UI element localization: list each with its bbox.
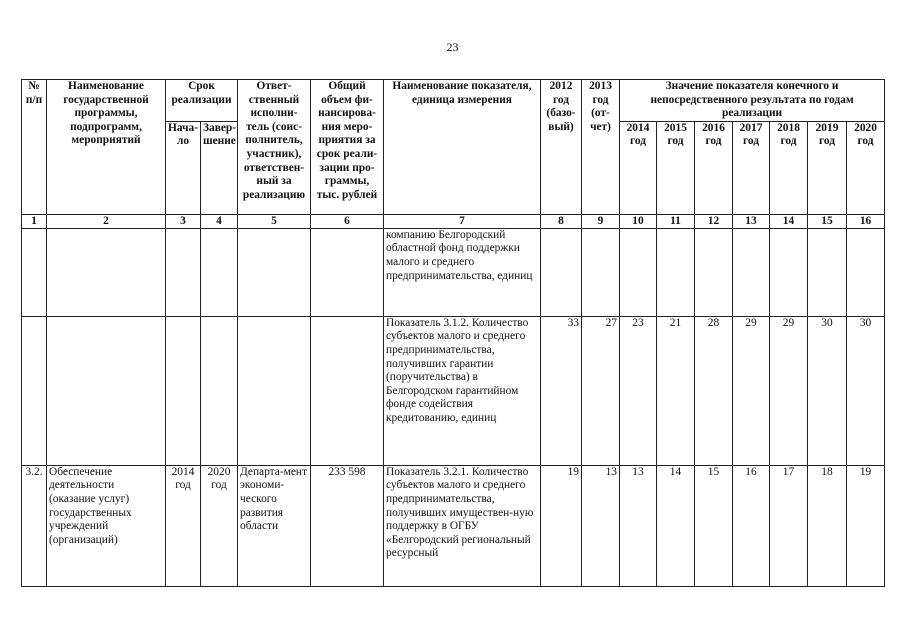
table-row [22,316,885,465]
row-responsible: Департа-мент экономи-ческого развития области [238,465,311,586]
header-indicator: Наименование показателя, единица измерения [384,80,541,215]
row-indicator: Показатель 3.1.2. Количество субъектов малого и среднего предпринимательства, получивших гарантии (поручительства) в Белгородском гарантийном фонде содействия кредитованию, единиц [384,316,541,465]
column-number: 5 [238,214,311,228]
row-end: 2020 год [201,465,238,586]
row-number [22,316,47,465]
column-number: 13 [733,214,770,228]
row-value: 17 [770,465,808,586]
row-value: 19 [541,465,582,586]
row-value [847,228,885,316]
header-row-1 [22,80,885,122]
page-number: 23 [446,40,459,54]
column-number: 1 [22,214,47,228]
row-value: 13 [582,465,620,586]
column-number: 12 [695,214,733,228]
row-value: 33 [541,316,582,465]
row-value [620,228,657,316]
row-program-name: Обеспечение деятельности (оказание услуг) государственных учреждений (организаций) [47,465,166,586]
row-value [733,228,770,316]
header-npp: № п/п [22,80,47,215]
row-value [541,228,582,316]
row-value: 27 [582,316,620,465]
row-value: 21 [657,316,695,465]
column-number: 2 [47,214,166,228]
row-number: 3.2. [22,465,47,586]
column-number: 4 [201,214,238,228]
row-value [657,228,695,316]
header-start: Нача-ло [166,121,201,214]
row-value: 29 [733,316,770,465]
row-value: 19 [847,465,885,586]
row-value: 18 [808,465,847,586]
header-result-values: Значение показателя конечного и непосредственного результата по годам реализации [620,80,885,122]
column-number: 10 [620,214,657,228]
row-indicator: компанию Белгородский областной фонд поддержки малого и среднего предпринимательства, единиц [384,228,541,316]
row-start [166,228,201,316]
header-year: 2017 год [733,121,770,214]
header-year: 2018 год [770,121,808,214]
row-funding [311,228,384,316]
column-number: 9 [582,214,620,228]
header-year: 2016 год [695,121,733,214]
row-value: 13 [620,465,657,586]
header-year: 2015 год [657,121,695,214]
header-period: Срок реализации [166,80,238,122]
row-value: 14 [657,465,695,586]
header-year: 2020 год [847,121,885,214]
program-table [21,79,885,587]
row-value: 15 [695,465,733,586]
header-2013: 2013 год (от-чет) [582,80,620,215]
row-value: 29 [770,316,808,465]
row-end [201,316,238,465]
row-value: 28 [695,316,733,465]
row-funding: 233 598 [311,465,384,586]
header-year: 2014 год [620,121,657,214]
row-value: 16 [733,465,770,586]
table-row [22,228,885,316]
column-number-row [22,214,885,228]
row-value [582,228,620,316]
row-value [770,228,808,316]
row-value [808,228,847,316]
row-program-name [47,228,166,316]
row-program-name [47,316,166,465]
row-value: 23 [620,316,657,465]
row-responsible [238,228,311,316]
header-year: 2019 год [808,121,847,214]
row-end [201,228,238,316]
row-start: 2014 год [166,465,201,586]
column-number: 7 [384,214,541,228]
column-number: 15 [808,214,847,228]
row-start [166,316,201,465]
row-responsible [238,316,311,465]
header-2012: 2012 год (базо-вый) [541,80,582,215]
column-number: 14 [770,214,808,228]
row-value [695,228,733,316]
column-number: 8 [541,214,582,228]
header-end: Завер-шение [201,121,238,214]
row-funding [311,316,384,465]
row-indicator: Показатель 3.2.1. Количество субъектов малого и среднего предпринимательства, получивших имуществен-ную поддержку в ОГБУ «Белгородский региональный ресурсный [384,465,541,586]
column-number: 3 [166,214,201,228]
row-number [22,228,47,316]
table-row [22,465,885,586]
header-program-name: Наименование государственной программы, подпрограмм, мероприятий [47,80,166,215]
row-value: 30 [808,316,847,465]
row-value: 30 [847,316,885,465]
header-funding: Общий объем фи-нансирова-ния меро-приятия за срок реали-зации про-граммы, тыс. рублей [311,80,384,215]
column-number: 11 [657,214,695,228]
header-responsible: Ответ-ственный исполни-тель (соис-полнитель, участник), ответствен-ный за реализацию [238,80,311,215]
column-number: 6 [311,214,384,228]
column-number: 16 [847,214,885,228]
